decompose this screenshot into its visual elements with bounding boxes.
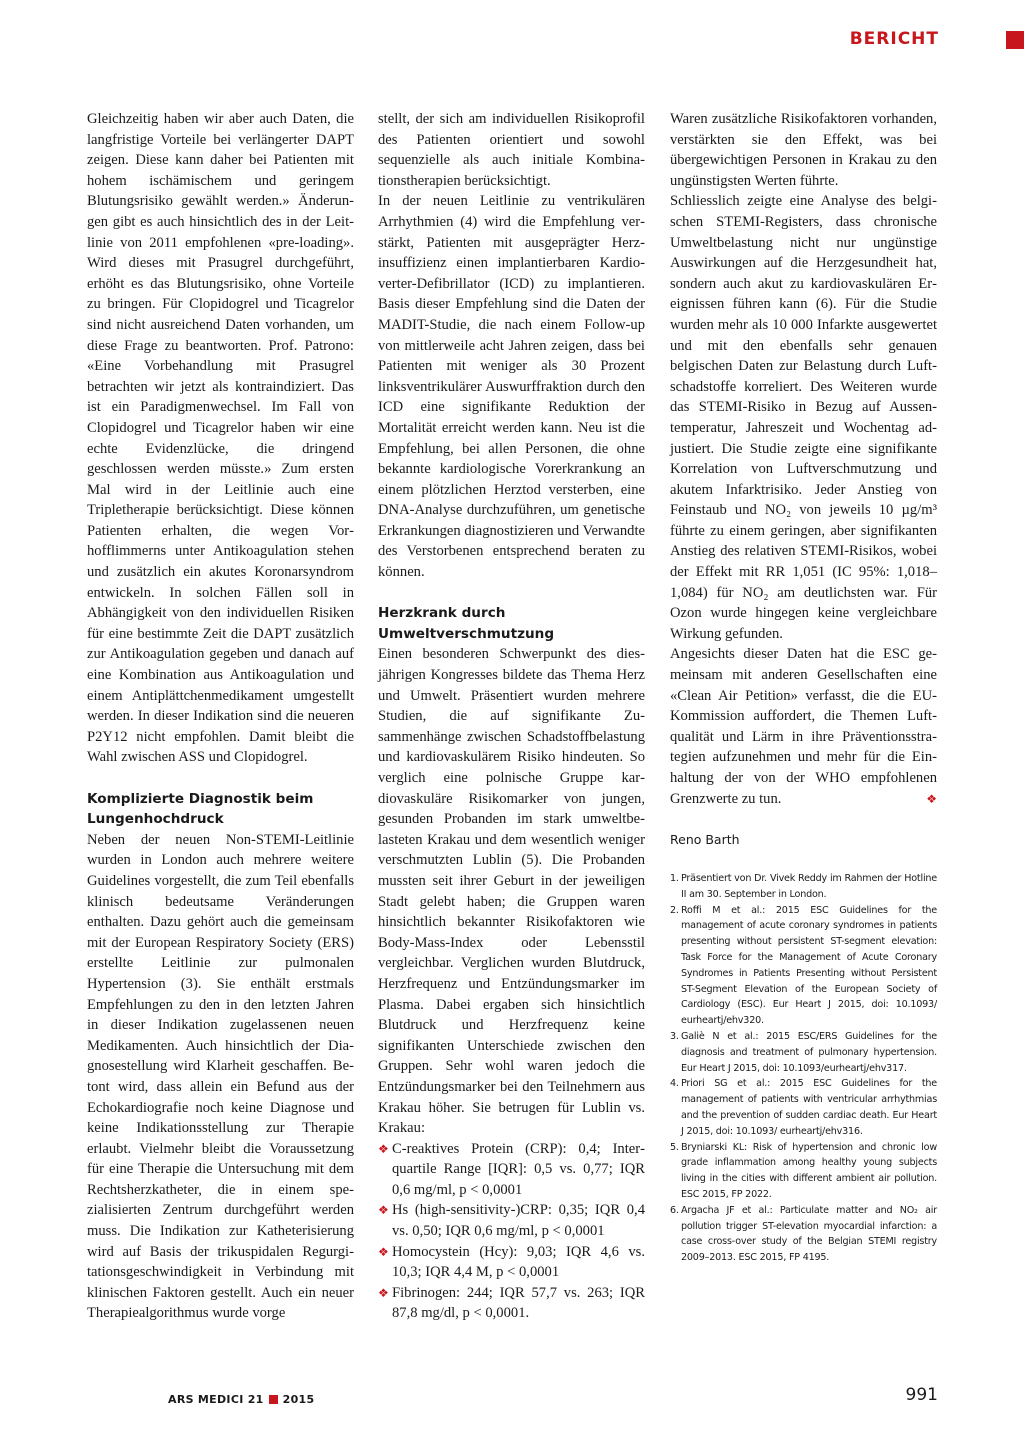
reference-item: 5. Bryniarski KL: Risk of hypertension and chronic low grade inflammation among healthy young subjects living in the cities with different ambient air pollution. ESC 2015, FP 2022. (670, 1141, 937, 1200)
marker-list (378, 1139, 645, 1324)
paragraph: Angesichts dieser Daten hat die ESC gemeinsam mit anderen Gesellschaften eine «Clean Air Petition» verfasst, die die EU-Kommission auffordert, die Themen Luftqualität und Lärm in ihre Präventionsstrategien aufzunehmen und mehr für die Einhaltung der von der WHO empfohlenen Grenzwerte zu tun. ❖ (670, 644, 937, 809)
list-item: ❖ Fibrinogen: 244; IQR 57,7 vs. 263; IQR 87,8 mg/dl, p < 0,0001. (378, 1284, 645, 1322)
reference-item: 1. Präsentiert von Dr. Vivek Reddy im Rahmen der Hotline II am 30. September in London. (670, 872, 937, 900)
section-marker-square (1006, 31, 1024, 49)
paragraph: Neben der neuen Non-STEMI-Leitlinie wurden in London auch mehrere weitere Guidelines vorgestellt, die zum Teil ebenfalls klinisch bedeutsame Veränderungen enthalten. Dazu gehört auch die gemeinsam mit der European Respiratory Society (ERS) erstellte Leitlinie zur pulmonalen Hypertension (3). Sie enthält erstmals Empfehlungen zu den in den letzten Jahren in dieser Indikation zugelassenen neuen Medikamenten. Auch hinsichtlich der Diagnosestellung wird Klarheit geschaffen. Betont wird, dass allein ein Befund aus der Echokardiografie noch keine Diagnose und keine Indikationsstellung zur Therapie erlaubt. Vielmehr bleibt die Voraussetzung für eine Therapie die Untersuchung mit dem Rechtsherzkatheter, die in einem spezialisierten Zentrum durchgeführt werden muss. Die Indikation zur Katheterisierung wird auf Basis der trikuspidalen Regurgitationsgeschwindigkeit in Verbindung mit klinischen Faktoren gestellt. Auch ein neuer Therapiealgorithmus wurde vorge (87, 831, 354, 1322)
list-item: ❖ Homocystein (Hcy): 9,03; IQR 4,6 vs. 10,3; IQR 4,4 M, p < 0,0001 (378, 1243, 645, 1281)
reference-item: 3. Galiè N et al.: 2015 ESC/ERS Guidelines for the diagnosis and treatment of pulmonary hypertension. Eur Heart J 2015, doi: 10.1093/eurheartj/ehv317. (670, 1030, 937, 1074)
paragraph: stellt, der sich am individuellen Risikoprofil des Patienten orientiert und sowohl sequenzielle als auch initiale Kombinationstherapien berücksichtigt. (378, 111, 645, 189)
reference-item: 4. Priori SG et al.: 2015 ESC Guidelines for the management of patients with ventricular arrhythmias and the prevention of sudden cardiac death. Eur Heart J 2015, doi: 10.1093/ eurheartj/ehv316. (670, 1078, 937, 1137)
paragraph: Waren zusätzliche Risikofaktoren vorhanden, verstärkten sie den Effekt, was bei übergewichtigen Personen in Krakau zu den ungünstigsten Werten führte. (670, 111, 937, 189)
page-number: 991 (905, 1385, 938, 1405)
article-end-icon: ❖ (926, 791, 937, 806)
column-1 (87, 109, 354, 1324)
list-item: ❖ C-reaktives Protein (CRP): 0,4; Interquartile Range [IQR]: 0,5 vs. 0,77; IQR 0,6 mg/ml, p < 0,0001 (378, 1140, 645, 1198)
paragraph: In der neuen Leitlinie zu ventrikulären Arrhythmien (4) wird die Empfehlung verstärkt, Patienten mit ausgeprägter Herzinsuffizienz einen implantierbaren Kardioverter-Defibrillator (ICD) zu implantieren. Basis dieser Empfehlung sind die Daten der MADIT-Studie, die nach einem Follow-up von mittlerweile acht Jahren zeigen, dass bei Patienten mit weniger als 30 Prozent linksventrikulärer Auswurffraktion durch den ICD eine signifikante Reduktion der Mortalität erreicht werden kann. Neu ist die Empfehlung, bei allen Personen, die ohne bekannte kardiologische Vorerkrankung an einem plötzlichen Herztod versterben, eine DNA-Analyse durchzuführen, um genetische Erkrankungen diagnostizieren und Verwandte des Verstorbenen entsprechend beraten zu können. (378, 193, 645, 581)
journal-footer (168, 1393, 314, 1406)
journal-name: ARS MEDICI 21 (168, 1393, 264, 1406)
diamond-bullet-icon: ❖ (378, 1285, 389, 1300)
journal-year: 2015 (282, 1393, 315, 1406)
paragraph: Gleichzeitig haben wir aber auch Daten, die langfristige Vorteile bei verlängerter DAPT zeigen. Diese kann daher bei Patienten mit hohem ischämischem und geringem Blutungsrisiko gewählt werden.» Änderungen gibt es auch hinsichtlich des in der Leitlinie von 2011 empfohlenen «pre-loading». Wird dieses mit Prasugrel durchgeführt, erhöht es das Blutungsrisiko, ohne Vorteile zu bringen. Für Clopidogrel und Ticagrelor sind nicht ausreichend Daten vorhanden, um diese Frage zu beantworten. Prof. Patrono: «Eine Vorbehandlung mit Prasugrel betrachten wir jetzt als kontraindiziert. Das ist ein Paradigmenwechsel. Im Fall von Clopidogrel und Ticagrelor haben wir eine echte Evidenzlücke, die dringend geschlossen werden müsste.» Zum ersten Mal wird in der Leitlinie auch eine Tripletherapie berücksichtigt. Diese können Patienten erhalten, die wegen Vorhofflimmerns unter Antikoagulation stehen und zusätzlich ein akutes Koronarsyndrom entwickeln. In solchen Fällen soll in Abhängigkeit von den individuellen Risiken für eine bestimmte Zeit die DAPT zusätzlich zur Antikoagulation gegeben und danach auf eine Kombination aus Antikoagulation und einem Antiplättchenmedikament umgestellt werden. In dieser Indikation sind die neueren P2Y12 nicht empfohlen. Damit bleibt die Wahl zwischen ASS und Clopidogrel. (87, 111, 354, 766)
diamond-bullet-icon: ❖ (378, 1141, 389, 1156)
section-heading: Komplizierte Diagnostik beim Lungenhochdruck (87, 790, 314, 828)
diamond-bullet-icon: ❖ (378, 1244, 389, 1259)
section-heading: Herzkrank durch Umweltverschmutzung (378, 605, 555, 642)
diamond-bullet-icon: ❖ (378, 1203, 389, 1218)
section-label: BERICHT (849, 29, 939, 49)
reference-item: 6. Argacha JF et al.: Particulate matter and NO₂ air pollution trigger ST-elevation myocardial infarction: a case cross-over study of the Belgian STEMI registry 2009–2013. ESC 2015, FP 4195. (670, 1204, 937, 1264)
paragraph: Einen besonderen Schwerpunkt des diesjährigen Kongresses bildete das Thema Herz und Umwelt. Präsentiert wurden mehrere Studien, die auf signifikante Zusammenhänge zwischen Schadstoffbelastung und kardiovaskulärem Risiko hindeuten. So verglich eine polnische Gruppe kardiovaskuläre Risikomarker von jungen, gesunden Probanden im stark umweltbelasteten Krakau und dem wesentlich weniger verschmutzten Lublin (5). Die Probanden mussten seit ihrer Geburt in der jeweiligen Stadt gelebt haben; die Gruppen waren hinsichtlich bekannter Risikofaktoren wie Body-Mass-Index oder Lebensstil vergleichbar. Verglichen wurden Blutdruck, Herzfrequenz und Entzündungsmarker im Plasma. Dabei ergaben sich hinsichtlich Blutdruck und Herzfrequenz keine signifikanten Unterschiede zwischen den Gruppen. Sehr wohl waren jedoch die Entzündungsmarker bei den Teilnehmern aus Krakau höher. Sie betrugen für Lublin vs. Krakau: (378, 646, 645, 1137)
footer-square-icon (269, 1395, 278, 1404)
author-name: Reno Barth (670, 831, 740, 847)
reference-item: 2. Roffi M et al.: 2015 ESC Guidelines for the management of acute coronary syndromes in patients presenting without persistent ST-segment elevation: Task Force for the Management of Acute Coronary Syndromes in Patients Presenting without Persistent ST-Segment Elevation of the European Society of Cardiology (ESC). Eur Heart J 2015, doi: 10.1093/ eurheartj/ehv320. (670, 904, 937, 1027)
column-3 (670, 109, 937, 1266)
column-2 (378, 109, 645, 1324)
list-item: ❖ Hs (high-sensitivity-)CRP: 0,35; IQR 0,4 vs. 0,50; IQR 0,6 mg/ml, p < 0,0001 (378, 1202, 645, 1240)
references-list (670, 871, 937, 1266)
paragraph: Schliesslich zeigte eine Analyse des belgischen STEMI-Registers, dass chronische Umweltbelastung nicht nur ungünstige Auswirkungen auf die Herzgesundheit hat, sondern auch akut zu kardiovaskulären Ereignissen führen kann (6). Für die Studie wurden mehr als 10 000 Infarkte ausgewertet und mit den ebenfalls sehr genauen belgischen Daten zur Belastung durch Luftschadstoffe korreliert. Des Weiteren wurde das STEMI-Risiko in Bezug auf Aussentemperatur, Jahreszeit und Wochentag adjustiert. Die Studie zeigte eine signifikante Korrelation von Luftverschmutzung und akutem Infarktrisiko. Jeder Anstieg von Feinstaub und NO₂ von jeweils 10 µg/m³ führte zu einem geringen, aber signifikanten Anstieg des relativen STEMI-Risikos, wobei der Effekt mit RR 1,051 (IC 95%: 1,018–1,084) für NO₂ am deutlichsten war. Für Ozon wurde hingegen keine vergleichbare Wirkung gefunden. (670, 193, 937, 642)
